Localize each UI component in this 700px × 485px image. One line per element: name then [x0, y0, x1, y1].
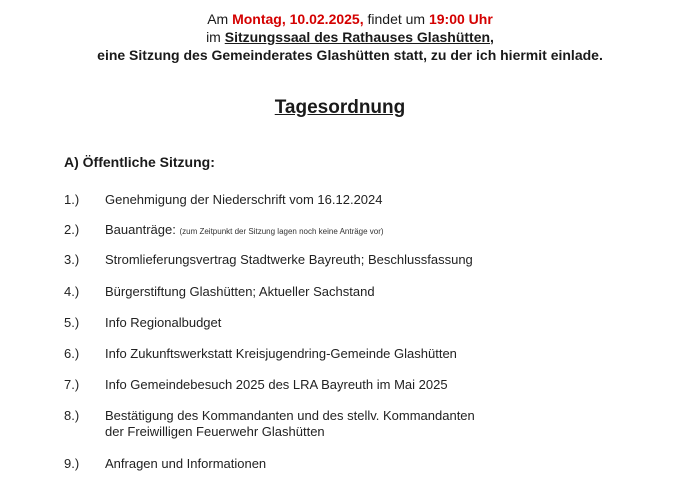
agenda-item-note: (zum Zeitpunkt der Sitzung lagen noch keine Anträge vor) [179, 227, 384, 236]
intro-line-1 [0, 10, 700, 28]
meeting-date: Montag, 10.02.2025, [232, 11, 364, 27]
agenda-item-number: 9.) [64, 456, 80, 471]
agenda-item-text: Bauanträge: [105, 222, 176, 237]
agenda-item-number: 3.) [64, 252, 80, 267]
invitation-intro [0, 10, 700, 64]
meeting-time: 19:00 Uhr [428, 11, 493, 27]
page-title: Tagesordnung [274, 97, 406, 118]
intro-comma: , [490, 29, 494, 45]
agenda-item-text: Bestätigung des Kommandanten und des stellv. Kommandanten [105, 408, 475, 423]
agenda-item-text: Info Gemeindebesuch 2025 des LRA Bayreuth im Mai 2025 [105, 377, 448, 392]
intro-line-3: eine Sitzung des Gemeinderates Glashütten statt, zu der ich hiermit einlade. [97, 47, 603, 63]
agenda-item-number: 4.) [64, 284, 80, 299]
intro-am: Am [207, 11, 233, 27]
agenda-item-text: Genehmigung der Niederschrift vom 16.12.2024 [105, 192, 383, 207]
intro-im: im [206, 29, 225, 45]
agenda-item-number: 5.) [64, 315, 80, 330]
agenda-item-text: Bürgerstiftung Glashütten; Aktueller Sachstand [105, 284, 375, 299]
meeting-location: Sitzungssaal des Rathauses Glashütten [224, 29, 491, 45]
agenda-item-text: Anfragen und Informationen [105, 456, 267, 471]
agenda-item-number: 6.) [64, 346, 80, 361]
agenda-item-text: Info Regionalbudget [105, 315, 222, 330]
agenda-item-text: Stromlieferungsvertrag Stadtwerke Bayreuth; Beschlussfassung [105, 252, 473, 267]
agenda-item-text-line-2: der Freiwilligen Feuerwehr Glashütten [105, 424, 325, 439]
intro-line-2 [0, 28, 700, 46]
intro-findet: findet um [363, 11, 429, 27]
agenda-item-number: 1.) [64, 192, 80, 207]
agenda-item-number: 8.) [64, 408, 80, 423]
agenda-item-text-wrap [105, 222, 384, 240]
agenda-item-text: Info Zukunftswerkstatt Kreisjugendring-Gemeinde Glashütten [105, 346, 457, 361]
agenda-item-number: 7.) [64, 377, 80, 392]
section-heading: A) Öffentliche Sitzung: [64, 154, 215, 170]
agenda-item-number: 2.) [64, 222, 80, 237]
